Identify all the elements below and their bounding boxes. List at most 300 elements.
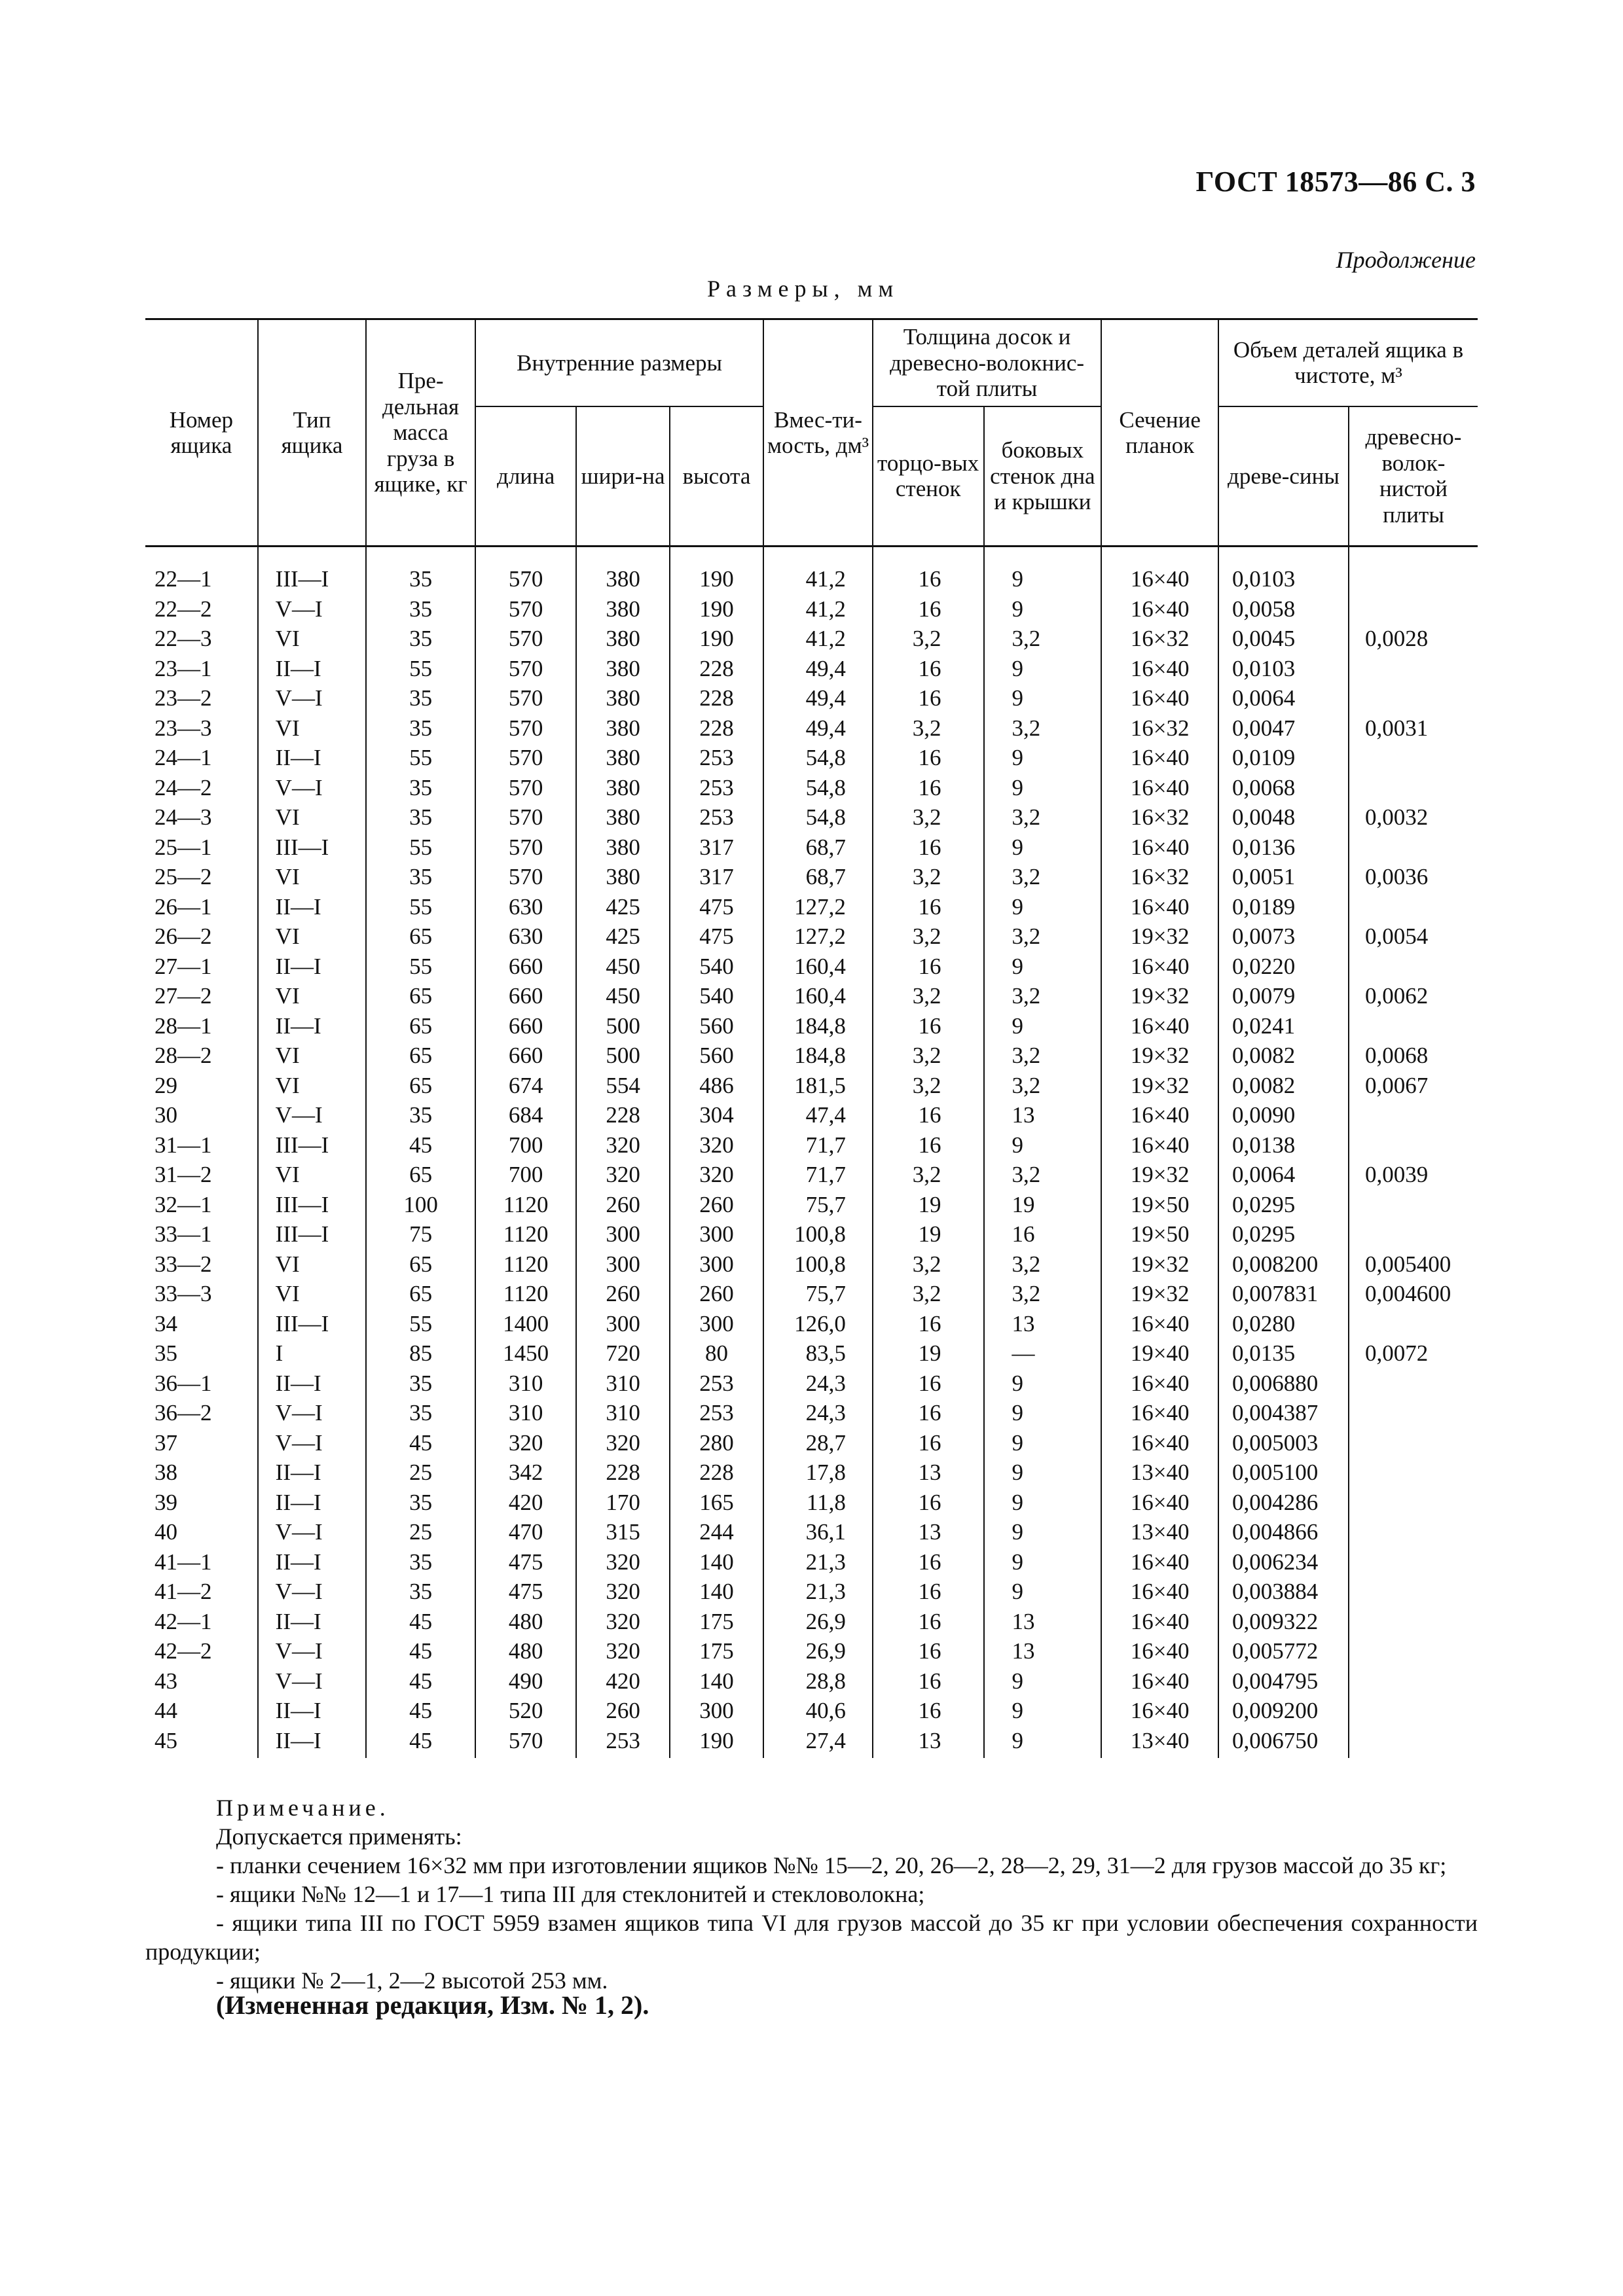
box-dimensions-table [145,318,1478,1758]
cell-capacity: 181,5 [763,1071,873,1101]
cell-box-number: 23—3 [145,713,258,744]
cell-fiberboard-volume: 0,005400 [1349,1249,1478,1280]
cell-side-walls: 3,2 [984,624,1102,654]
cell-length: 570 [475,773,577,803]
cell-max-mass: 35 [366,547,475,594]
cell-box-type: VI [258,713,367,744]
header-max-mass: Пре-дельная масса груза в ящике, кг [366,319,475,547]
cell-side-walls: 9 [984,1666,1102,1696]
cell-side-walls: 9 [984,1577,1102,1607]
cell-capacity: 21,3 [763,1547,873,1577]
cell-slat-section: 16×32 [1101,802,1218,833]
cell-wood-volume: 0,003884 [1218,1577,1349,1607]
cell-wood-volume: 0,0295 [1218,1190,1349,1220]
header-length: длина [475,406,577,547]
table-row [145,1041,1478,1071]
cell-end-walls: 16 [873,683,984,713]
cell-side-walls: 9 [984,1517,1102,1547]
cell-max-mass: 65 [366,1279,475,1309]
cell-height: 486 [670,1071,763,1101]
cell-max-mass: 55 [366,892,475,922]
cell-length: 1120 [475,1219,577,1249]
cell-side-walls: 3,2 [984,862,1102,892]
cell-side-walls: 9 [984,654,1102,684]
cell-height: 317 [670,833,763,863]
cell-side-walls: 9 [984,952,1102,982]
cell-end-walls: 3,2 [873,802,984,833]
cell-end-walls: 16 [873,1100,984,1130]
cell-fiberboard-volume: 0,0067 [1349,1071,1478,1101]
cell-max-mass: 45 [366,1666,475,1696]
table-row [145,683,1478,713]
cell-length: 520 [475,1696,577,1726]
cell-wood-volume: 0,0135 [1218,1338,1349,1369]
cell-slat-section: 16×40 [1101,654,1218,684]
cell-width: 500 [576,1011,669,1041]
cell-capacity: 26,9 [763,1636,873,1666]
cell-end-walls: 16 [873,1309,984,1339]
cell-box-number: 25—2 [145,862,258,892]
table-row [145,773,1478,803]
cell-slat-section: 16×40 [1101,1636,1218,1666]
cell-capacity: 184,8 [763,1011,873,1041]
cell-box-type: II—I [258,1696,367,1726]
cell-wood-volume: 0,008200 [1218,1249,1349,1280]
cell-max-mass: 85 [366,1338,475,1369]
cell-height: 475 [670,922,763,952]
cell-end-walls: 3,2 [873,1279,984,1309]
cell-side-walls: 9 [984,1726,1102,1759]
cell-capacity: 40,6 [763,1696,873,1726]
table-row [145,1249,1478,1280]
cell-box-type: II—I [258,952,367,982]
cell-slat-section: 16×40 [1101,1488,1218,1518]
cell-fiberboard-volume: 0,0039 [1349,1160,1478,1190]
cell-slat-section: 16×40 [1101,743,1218,773]
cell-max-mass: 35 [366,594,475,624]
cell-capacity: 47,4 [763,1100,873,1130]
cell-box-number: 37 [145,1428,258,1458]
cell-slat-section: 16×40 [1101,1398,1218,1428]
cell-box-type: VI [258,1249,367,1280]
cell-max-mass: 35 [366,1369,475,1399]
cell-fiberboard-volume [1349,1130,1478,1160]
table-row [145,1190,1478,1220]
cell-capacity: 100,8 [763,1249,873,1280]
cell-side-walls: 9 [984,1488,1102,1518]
cell-length: 1120 [475,1249,577,1280]
note-item: - ящики № 2—1, 2—2 высотой 253 мм. [216,1967,608,1994]
cell-height: 190 [670,624,763,654]
cell-fiberboard-volume: 0,0054 [1349,922,1478,952]
cell-slat-section: 16×32 [1101,624,1218,654]
table-row [145,1100,1478,1130]
cell-height: 260 [670,1279,763,1309]
cell-length: 660 [475,952,577,982]
cell-fiberboard-volume [1349,1100,1478,1130]
cell-max-mass: 35 [366,683,475,713]
table-row [145,1428,1478,1458]
cell-capacity: 160,4 [763,981,873,1011]
table-row [145,833,1478,863]
cell-wood-volume: 0,009322 [1218,1607,1349,1637]
cell-box-number: 22—3 [145,624,258,654]
cell-wood-volume: 0,0068 [1218,773,1349,803]
cell-box-number: 28—2 [145,1041,258,1071]
cell-box-number: 45 [145,1726,258,1759]
cell-slat-section: 16×40 [1101,1696,1218,1726]
cell-length: 570 [475,802,577,833]
cell-max-mass: 35 [366,624,475,654]
cell-height: 253 [670,1369,763,1399]
cell-width: 420 [576,1666,669,1696]
cell-max-mass: 75 [366,1219,475,1249]
cell-width: 450 [576,981,669,1011]
cell-end-walls: 16 [873,1488,984,1518]
table-row [145,1636,1478,1666]
cell-slat-section: 16×40 [1101,1666,1218,1696]
cell-slat-section: 16×40 [1101,892,1218,922]
cell-capacity: 71,7 [763,1130,873,1160]
note-title: Примечание. [216,1795,390,1821]
cell-width: 260 [576,1190,669,1220]
cell-box-number: 32—1 [145,1190,258,1220]
cell-length: 570 [475,547,577,594]
cell-box-number: 43 [145,1666,258,1696]
table-row [145,713,1478,744]
cell-box-type: VI [258,862,367,892]
cell-side-walls: 3,2 [984,981,1102,1011]
cell-box-number: 23—1 [145,654,258,684]
cell-end-walls: 16 [873,1666,984,1696]
cell-wood-volume: 0,004286 [1218,1488,1349,1518]
cell-side-walls: 3,2 [984,922,1102,952]
cell-box-type: II—I [258,892,367,922]
cell-wood-volume: 0,0241 [1218,1011,1349,1041]
cell-box-number: 34 [145,1309,258,1339]
table-row [145,892,1478,922]
cell-width: 380 [576,833,669,863]
cell-length: 480 [475,1636,577,1666]
cell-capacity: 75,7 [763,1190,873,1220]
cell-length: 660 [475,1041,577,1071]
cell-length: 570 [475,833,577,863]
cell-box-number: 35 [145,1338,258,1369]
cell-wood-volume: 0,0048 [1218,802,1349,833]
cell-box-type: VI [258,1279,367,1309]
cell-width: 380 [576,624,669,654]
cell-end-walls: 3,2 [873,922,984,952]
cell-box-number: 27—2 [145,981,258,1011]
cell-fiberboard-volume: 0,0062 [1349,981,1478,1011]
cell-max-mass: 35 [366,862,475,892]
amendment-note: (Измененная редакция, Изм. № 1, 2). [216,1990,649,2020]
cell-fiberboard-volume [1349,1517,1478,1547]
cell-fiberboard-volume [1349,547,1478,594]
cell-max-mass: 65 [366,1249,475,1280]
cell-capacity: 68,7 [763,862,873,892]
cell-end-walls: 3,2 [873,624,984,654]
cell-box-number: 33—3 [145,1279,258,1309]
cell-slat-section: 16×40 [1101,1130,1218,1160]
cell-fiberboard-volume [1349,1428,1478,1458]
cell-height: 253 [670,802,763,833]
cell-fiberboard-volume: 0,0028 [1349,624,1478,654]
cell-capacity: 68,7 [763,833,873,863]
cell-end-walls: 16 [873,1547,984,1577]
cell-wood-volume: 0,006750 [1218,1726,1349,1759]
cell-max-mass: 65 [366,922,475,952]
cell-slat-section: 19×32 [1101,1041,1218,1071]
cell-box-number: 22—2 [145,594,258,624]
cell-capacity: 54,8 [763,802,873,833]
cell-width: 320 [576,1547,669,1577]
cell-fiberboard-volume [1349,1726,1478,1759]
header-box-number: Номер ящика [145,319,258,547]
cell-slat-section: 16×32 [1101,713,1218,744]
cell-length: 570 [475,683,577,713]
cell-capacity: 127,2 [763,892,873,922]
note-item: - ящики типа III по ГОСТ 5959 взамен ящиков типа VI для грузов массой до 35 кг при условии обеспечения сохранности продукции; [145,1910,1478,1965]
cell-capacity: 41,2 [763,547,873,594]
cell-slat-section: 19×32 [1101,1249,1218,1280]
cell-length: 470 [475,1517,577,1547]
cell-fiberboard-volume: 0,0036 [1349,862,1478,892]
cell-box-type: II—I [258,1369,367,1399]
cell-max-mass: 55 [366,833,475,863]
cell-height: 280 [670,1428,763,1458]
cell-max-mass: 55 [366,952,475,982]
cell-length: 570 [475,594,577,624]
cell-wood-volume: 0,0051 [1218,862,1349,892]
cell-slat-section: 19×32 [1101,1071,1218,1101]
cell-box-number: 42—2 [145,1636,258,1666]
continuation-label: Продолжение [1336,247,1476,273]
cell-slat-section: 13×40 [1101,1458,1218,1488]
cell-slat-section: 16×40 [1101,1369,1218,1399]
cell-box-number: 25—1 [145,833,258,863]
cell-fiberboard-volume: 0,0072 [1349,1338,1478,1369]
cell-side-walls: 9 [984,1547,1102,1577]
cell-end-walls: 16 [873,833,984,863]
cell-capacity: 49,4 [763,683,873,713]
cell-wood-volume: 0,0082 [1218,1071,1349,1101]
header-volume: Объем деталей ящика в чистоте, м³ [1218,319,1478,406]
cell-capacity: 49,4 [763,713,873,744]
cell-wood-volume: 0,007831 [1218,1279,1349,1309]
cell-wood-volume: 0,0295 [1218,1219,1349,1249]
cell-box-number: 26—1 [145,892,258,922]
cell-wood-volume: 0,005003 [1218,1428,1349,1458]
header-inner-dimensions: Внутренние размеры [475,319,763,406]
cell-fiberboard-volume [1349,654,1478,684]
cell-end-walls: 16 [873,892,984,922]
cell-capacity: 54,8 [763,773,873,803]
cell-height: 300 [670,1309,763,1339]
cell-fiberboard-volume [1349,1398,1478,1428]
table-row [145,1398,1478,1428]
table-row [145,743,1478,773]
note-item: - планки сечением 16×32 мм при изготовлении ящиков №№ 15—2, 20, 26—2, 28—2, 29, 31—2 для грузов массой до 35 кг; [216,1852,1447,1878]
cell-max-mass: 35 [366,1577,475,1607]
cell-max-mass: 35 [366,802,475,833]
cell-capacity: 41,2 [763,594,873,624]
cell-width: 170 [576,1488,669,1518]
cell-side-walls: 3,2 [984,713,1102,744]
cell-capacity: 126,0 [763,1309,873,1339]
table-row [145,1547,1478,1577]
cell-end-walls: 16 [873,1577,984,1607]
cell-height: 260 [670,1190,763,1220]
cell-height: 140 [670,1547,763,1577]
cell-height: 175 [670,1607,763,1637]
cell-max-mass: 25 [366,1458,475,1488]
cell-slat-section: 13×40 [1101,1517,1218,1547]
header-box-type: Тип ящика [258,319,367,547]
cell-wood-volume: 0,005100 [1218,1458,1349,1488]
table-row [145,1488,1478,1518]
cell-slat-section: 19×32 [1101,1160,1218,1190]
cell-height: 540 [670,981,763,1011]
cell-length: 1400 [475,1309,577,1339]
cell-side-walls: 3,2 [984,1279,1102,1309]
table-row [145,547,1478,594]
cell-length: 630 [475,892,577,922]
cell-slat-section: 19×50 [1101,1219,1218,1249]
cell-side-walls: 9 [984,547,1102,594]
cell-height: 253 [670,1398,763,1428]
header-width: шири-на [576,406,669,547]
cell-box-number: 41—2 [145,1577,258,1607]
cell-length: 700 [475,1160,577,1190]
cell-end-walls: 13 [873,1726,984,1759]
cell-wood-volume: 0,0064 [1218,683,1349,713]
cell-width: 320 [576,1130,669,1160]
cell-length: 570 [475,1726,577,1759]
cell-box-number: 39 [145,1488,258,1518]
cell-fiberboard-volume [1349,1696,1478,1726]
note-block [145,1793,1478,1995]
header-slat-section: Сечение планок [1101,319,1218,547]
cell-width: 253 [576,1726,669,1759]
table-row [145,1219,1478,1249]
cell-wood-volume: 0,0103 [1218,654,1349,684]
cell-box-number: 40 [145,1517,258,1547]
cell-max-mass: 65 [366,1160,475,1190]
cell-slat-section: 16×40 [1101,1428,1218,1458]
cell-fiberboard-volume: 0,004600 [1349,1279,1478,1309]
cell-side-walls: — [984,1338,1102,1369]
cell-length: 475 [475,1547,577,1577]
table-row [145,1071,1478,1101]
cell-fiberboard-volume [1349,1458,1478,1488]
cell-max-mass: 100 [366,1190,475,1220]
cell-box-type: II—I [258,743,367,773]
header-end-walls: торцо-вых стенок [873,406,984,547]
cell-capacity: 24,3 [763,1369,873,1399]
cell-height: 253 [670,743,763,773]
cell-capacity: 75,7 [763,1279,873,1309]
cell-width: 310 [576,1398,669,1428]
cell-height: 80 [670,1338,763,1369]
cell-box-type: III—I [258,1190,367,1220]
cell-height: 140 [670,1577,763,1607]
cell-box-type: III—I [258,833,367,863]
cell-height: 228 [670,713,763,744]
cell-width: 310 [576,1369,669,1399]
cell-length: 1120 [475,1190,577,1220]
cell-fiberboard-volume [1349,1011,1478,1041]
cell-fiberboard-volume [1349,892,1478,922]
cell-fiberboard-volume [1349,743,1478,773]
cell-wood-volume: 0,004795 [1218,1666,1349,1696]
cell-height: 228 [670,1458,763,1488]
cell-box-type: VI [258,981,367,1011]
cell-end-walls: 16 [873,1369,984,1399]
cell-slat-section: 16×40 [1101,773,1218,803]
cell-max-mass: 45 [366,1726,475,1759]
cell-box-type: V—I [258,1100,367,1130]
cell-end-walls: 16 [873,594,984,624]
cell-box-type: V—I [258,1428,367,1458]
cell-slat-section: 16×40 [1101,1011,1218,1041]
cell-wood-volume: 0,0079 [1218,981,1349,1011]
cell-box-type: V—I [258,1666,367,1696]
cell-wood-volume: 0,009200 [1218,1696,1349,1726]
document-header: ГОСТ 18573—86 С. 3 [1195,166,1476,198]
cell-box-type: II—I [258,1726,367,1759]
cell-height: 540 [670,952,763,982]
cell-height: 190 [670,547,763,594]
cell-height: 175 [670,1636,763,1666]
cell-wood-volume: 0,0090 [1218,1100,1349,1130]
cell-box-number: 44 [145,1696,258,1726]
table-row [145,1309,1478,1339]
cell-width: 380 [576,683,669,713]
note-intro: Допускается применять: [216,1823,462,1850]
cell-capacity: 160,4 [763,952,873,982]
cell-slat-section: 16×40 [1101,547,1218,594]
cell-side-walls: 3,2 [984,1249,1102,1280]
cell-box-number: 38 [145,1458,258,1488]
cell-length: 310 [475,1369,577,1399]
cell-end-walls: 16 [873,743,984,773]
cell-box-number: 33—2 [145,1249,258,1280]
cell-width: 500 [576,1041,669,1071]
cell-wood-volume: 0,0220 [1218,952,1349,982]
cell-slat-section: 16×40 [1101,1100,1218,1130]
cell-height: 317 [670,862,763,892]
cell-side-walls: 9 [984,892,1102,922]
cell-length: 660 [475,981,577,1011]
cell-capacity: 184,8 [763,1041,873,1071]
cell-height: 165 [670,1488,763,1518]
cell-max-mass: 35 [366,713,475,744]
cell-max-mass: 55 [366,743,475,773]
cell-height: 560 [670,1041,763,1071]
cell-side-walls: 9 [984,1696,1102,1726]
cell-width: 380 [576,547,669,594]
table-row [145,594,1478,624]
cell-width: 380 [576,802,669,833]
cell-width: 425 [576,892,669,922]
table-row [145,862,1478,892]
cell-slat-section: 16×40 [1101,1547,1218,1577]
cell-side-walls: 13 [984,1636,1102,1666]
cell-end-walls: 16 [873,1130,984,1160]
cell-fiberboard-volume [1349,1309,1478,1339]
cell-slat-section: 16×40 [1101,833,1218,863]
